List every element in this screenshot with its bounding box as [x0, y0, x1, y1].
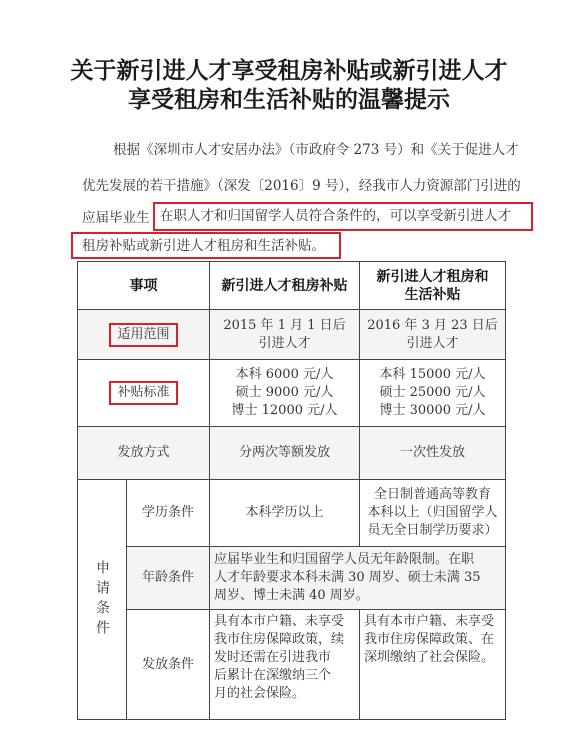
table-header-row	[78, 262, 506, 310]
table-row-payment	[78, 427, 506, 480]
scope-label-cell	[78, 310, 210, 360]
payment-rent-cell: 分两次等额发放	[210, 427, 360, 480]
document-title-line-1: 关于新引进人才享受租房补贴或新引进人才	[70, 57, 508, 84]
table-row-education	[78, 480, 506, 547]
table-row-standard	[78, 360, 506, 427]
apply-conditions-group-label: 申请条件	[78, 480, 127, 720]
scope-rent-living-cell: 2016 年 3 月 23 日后 引进人才	[360, 310, 506, 360]
scope-label: 适用范围	[109, 323, 177, 347]
paragraph-line-3-prefix: 应届毕业生	[82, 210, 150, 226]
header-rent-subsidy: 新引进人才租房补贴	[210, 262, 360, 310]
subsidy-comparison-table	[77, 261, 506, 720]
header-rent-living-subsidy: 新引进人才租房和 生活补贴	[360, 262, 506, 310]
table-row-age	[78, 547, 506, 610]
paragraph-line-4-highlight: 租房补贴或新引进人才租房和生活补贴。	[82, 238, 325, 254]
issuance-label: 发放条件	[127, 610, 210, 720]
age-condition-cell: 应届毕业生和归国留学人员无年龄限制。在职 人才年龄要求本科未满 30 周岁、硕士未满 35 周岁、博士未满 40 周岁。	[210, 547, 506, 610]
paragraph-line-2: 优先发展的若干措施》（深发〔2016〕9 号），经我市人力资源部门引进的	[82, 178, 521, 194]
scope-rent-cell: 2015 年 1 月 1 日后 引进人才	[210, 310, 360, 360]
issuance-rent-living-cell: 具有本市户籍、未享受 我市住房保障政策、在 深圳缴纳了社会保险。	[360, 610, 506, 720]
education-label: 学历条件	[127, 480, 210, 547]
age-label: 年龄条件	[127, 547, 210, 610]
table-row-scope	[78, 310, 506, 360]
standard-rent-living-cell: 本科 15000 元/人 硕士 25000 元/人 博士 30000 元/人	[360, 360, 506, 427]
standard-label: 补贴标准	[109, 381, 177, 405]
standard-rent-cell: 本科 6000 元/人 硕士 9000 元/人 博士 12000 元/人	[210, 360, 360, 427]
education-rent-cell: 本科学历以上	[210, 480, 360, 547]
paragraph-line-3-highlight: 在职人才和归国留学人员符合条件的，可以享受新引进人才	[160, 208, 511, 224]
header-item: 事项	[78, 262, 210, 310]
standard-label-cell	[78, 360, 210, 427]
education-rent-living-cell: 全日制普通高等教育 本科以上（归国留学人 员无全日制学历要求）	[360, 480, 506, 547]
payment-label: 发放方式	[78, 427, 210, 480]
paragraph-line-1: 根据《深圳市人才安居办法》（市政府令 273 号）和《关于促进人才	[113, 142, 519, 158]
document-title-line-2: 享受租房和生活补贴的温馨提示	[128, 86, 450, 113]
payment-rent-living-cell: 一次性发放	[360, 427, 506, 480]
table-row-issuance	[78, 610, 506, 720]
issuance-rent-cell: 具有本市户籍、未享受 我市住房保障政策，续 发时还需在引进我市 后累计在深缴纳三个 月的社会保险。	[210, 610, 360, 720]
